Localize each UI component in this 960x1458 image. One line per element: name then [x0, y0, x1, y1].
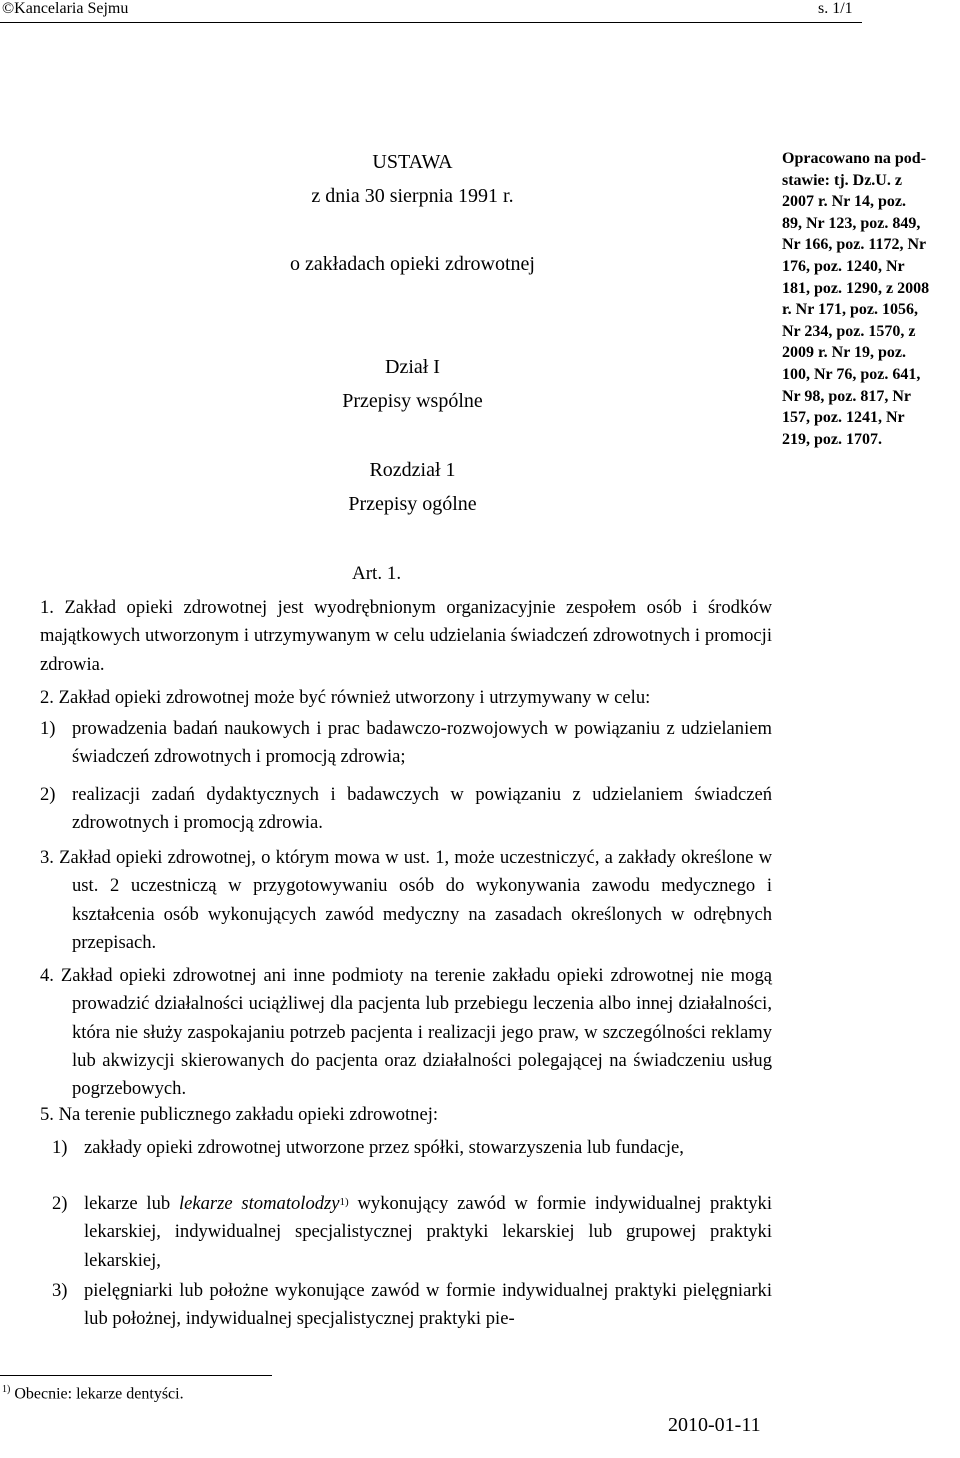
item-text [84, 1190, 772, 1275]
act-type: USTAWA [372, 151, 453, 173]
source-note-line: 157, poz. 1241, Nr [782, 409, 905, 427]
division-title: Przepisy wspólne [342, 390, 483, 412]
footnote [2, 1384, 184, 1403]
item-number: 3) [52, 1280, 68, 1301]
source-note-line: Opracowano na pod- [782, 150, 927, 167]
title-block [150, 0, 675, 520]
source-note-line: 2007 r. Nr 14, poz. [782, 193, 906, 211]
item-text-start: lekarze lub [84, 1193, 179, 1214]
source-note-line: 2009 r. Nr 19, poz. [782, 344, 906, 362]
item-text-end: wykonujący zawód w formie indywidualnej praktyki lekarskiej, indywidualnej specjalistycznej praktyki lekarskiej lub grupowej praktyki lekarskiej, [84, 1193, 772, 1271]
source-note-line: stawie: tj. Dz.U. z [782, 171, 902, 189]
item-number: 1) [52, 1137, 68, 1158]
division-number: Dział I [385, 356, 440, 378]
article-paragraph-5: 5. Na terenie publicznego zakładu opieki zdrowotnej: [40, 1104, 439, 1125]
item-number: 2) [52, 1193, 68, 1214]
header-publisher: ©Kancelaria Sejmu [2, 0, 129, 17]
header-page-number: s. 1/1 [818, 0, 853, 17]
source-note-line: 181, poz. 1290, z 2008 [782, 279, 930, 297]
act-subject: o zakładach opieki zdrowotnej [290, 253, 535, 275]
footnote-reference: 1) [339, 1196, 349, 1208]
source-note-line: 219, poz. 1707. [782, 430, 882, 448]
article-paragraph-4: 4. Zakład opieki zdrowotnej ani inne podmioty na terenie zakładu opieki zdrowotnej nie mogą prowadzić działalności uciążliwej dla pacjenta lub przebiegu leczenia albo innej działalności, która nie służy zaspokajaniu potrzeb pacjenta i realizacji jego praw, w szczególności reklamy lub akwizycji skierowanych do pacjenta oraz działalności polegającej na świadczeniu usług pogrzebowych. [40, 965, 772, 1100]
source-note-line: 100, Nr 76, poz. 641, [782, 365, 921, 383]
item-text: realizacji zadań dydaktycznych i badawczych w powiązaniu z udzielaniem świadczeń zdrowotnych i promocją zdrowia. [72, 784, 772, 834]
article-heading: Art. 1. [352, 563, 402, 584]
source-note [782, 148, 960, 450]
dentist-term: lekarze stomatolodzy [178, 1193, 340, 1214]
item-number: 1) [40, 718, 56, 739]
source-note-line: Nr 234, poz. 1570, z [782, 322, 916, 340]
source-note-line: Nr 98, poz. 817, Nr [782, 387, 912, 405]
item-text: pielęgniarki lub położne wykonujące zawód w formie indywidualnej praktyki pielęgniarki lub położnej, indywidualnej specjalistycznej praktyki pie- [84, 1280, 772, 1330]
footnote-rule [0, 1375, 272, 1376]
item-text: prowadzenia badań naukowych i prac badawczo-rozwojowych w powiązaniu z udzielaniem świadczeń zdrowotnych i promocją zdrowia; [72, 718, 772, 768]
footnote-marker: 1) [2, 1384, 11, 1395]
article-paragraph-3: 3. Zakład opieki zdrowotnej, o którym mowa w ust. 1, może uczestniczyć, a zakłady określone w ust. 2 uczestniczą w przygotowywaniu osób do wykonywania zawodu medycznego i kształcenia osób wykonujących zawód medyczny na zasadach określonych w odrębnych przepisach. [40, 847, 772, 953]
chapter-title: Przepisy ogólne [348, 493, 477, 515]
article-paragraph-1: 1. Zakład opieki zdrowotnej jest wyodrębnionym organizacyjnie zespołem osób i środków majątkowych utworzonym i utrzymywanym w celu udzielania świadczeń zdrowotnych i promocji zdrowia. [40, 597, 772, 675]
article-paragraph-2: 2. Zakład opieki zdrowotnej może być również utworzony i utrzymywany w celu: [40, 687, 651, 708]
source-note-line: Nr 166, poz. 1172, Nr [782, 236, 927, 254]
source-note-line: 89, Nr 123, poz. 849, [782, 214, 921, 232]
act-date: z dnia 30 sierpnia 1991 r. [311, 185, 514, 207]
source-note-line: r. Nr 171, poz. 1056, [782, 301, 918, 319]
item-text: zakłady opieki zdrowotnej utworzone przez spółki, stowarzyszenia lub fundacje, [84, 1137, 684, 1158]
source-note-line: 176, poz. 1240, Nr [782, 257, 905, 275]
footer-date: 2010-01-11 [668, 1414, 761, 1436]
item-number: 2) [40, 784, 56, 805]
chapter-number: Rozdział 1 [369, 459, 456, 481]
footnote-text: Obecnie: lekarze dentyści. [10, 1385, 184, 1403]
